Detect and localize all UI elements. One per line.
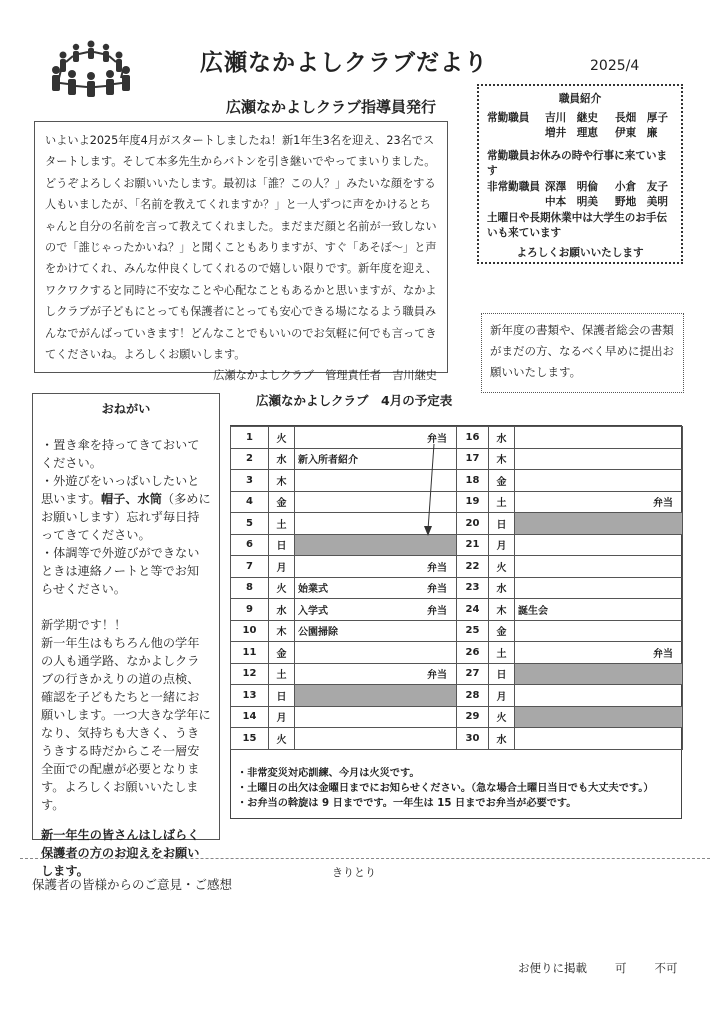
children-circle-logo — [48, 38, 134, 98]
staff-name: 伊東 廉 — [615, 127, 658, 139]
consent-label: お便りに掲載 — [518, 961, 587, 975]
lunch-marker: 弁当 — [427, 670, 447, 682]
weekday: 火 — [489, 706, 515, 728]
weekday: 月 — [489, 685, 515, 707]
event-text: 入学式 — [298, 605, 328, 617]
lunch-marker: 弁当 — [427, 605, 447, 617]
new-term-heading: 新学期です！！ — [41, 618, 127, 632]
day-number: 30 — [457, 728, 489, 750]
staff-heading: 職員紹介 — [558, 93, 602, 105]
weekday: 日 — [269, 685, 295, 707]
day-number: 21 — [457, 534, 489, 556]
staff-name: 小倉 友子 — [615, 180, 668, 193]
greeting-signature: 広瀬なかよしクラブ 管理責任者 吉川継史 — [213, 369, 437, 383]
day-number: 23 — [457, 577, 489, 599]
weekday: 火 — [269, 728, 295, 750]
schedule-note: ・非常変災対応訓練、今月は火災です。 — [237, 768, 420, 779]
lunch-marker: 弁当 — [653, 498, 673, 510]
weekday: 土 — [269, 663, 295, 685]
request-box — [32, 393, 220, 878]
publisher-subtitle: 広瀬なかよしクラブ指導員発行 — [226, 98, 437, 116]
event-text: 始業式 — [298, 584, 328, 596]
weekday: 水 — [489, 577, 515, 599]
day-number: 13 — [231, 685, 269, 707]
parttime-label: 非常勤職員 — [487, 180, 540, 193]
staff-name: 中本 明美 — [545, 196, 598, 208]
schedule-title: 広瀬なかよしクラブ 4月の予定表 — [256, 393, 453, 408]
day-number: 1 — [231, 427, 269, 449]
day-number: 25 — [457, 620, 489, 642]
cut-label: きりとり — [332, 866, 376, 879]
weekday: 金 — [269, 491, 295, 513]
day-number: 6 — [231, 534, 269, 556]
cut-line — [20, 858, 710, 859]
day-number: 18 — [457, 470, 489, 492]
day-number: 22 — [457, 556, 489, 578]
day-number: 8 — [231, 577, 269, 599]
lunch-marker: 弁当 — [427, 562, 447, 574]
weekday: 金 — [489, 470, 515, 492]
fulltime-label: 常勤職員 — [487, 111, 530, 124]
schedule-notes — [237, 766, 654, 811]
issue-date: 2025/4 — [590, 58, 640, 74]
staff-name: 吉川 継史 — [545, 111, 598, 124]
day-number: 28 — [457, 685, 489, 707]
weekday: 火 — [489, 556, 515, 578]
day-number: 26 — [457, 642, 489, 664]
weekday: 月 — [269, 706, 295, 728]
weekday: 金 — [489, 620, 515, 642]
weekday: 木 — [489, 448, 515, 470]
day-number: 29 — [457, 706, 489, 728]
day-number: 11 — [231, 642, 269, 664]
staff-introduction-box — [477, 84, 683, 264]
weekday: 日 — [489, 663, 515, 685]
weekday: 木 — [489, 599, 515, 621]
day-number: 5 — [231, 513, 269, 535]
weekday: 水 — [489, 427, 515, 449]
weekday: 月 — [489, 534, 515, 556]
weekday: 水 — [489, 728, 515, 750]
event-text: 新入所者紹介 — [298, 455, 358, 467]
weekday: 日 — [269, 534, 295, 556]
weekday: 金 — [269, 642, 295, 664]
event-text: 公園掃除 — [298, 627, 338, 639]
weekday: 土 — [489, 491, 515, 513]
weekday: 火 — [269, 577, 295, 599]
weekday: 土 — [489, 642, 515, 664]
event-text: 誕生会 — [518, 605, 548, 617]
request-heading: おねがい — [101, 402, 151, 416]
schedule-note: ・土曜日の出欠は金曜日までにお知らせください。（急な場合土曜日当日でも大丈夫です。） — [237, 783, 654, 794]
day-number: 4 — [231, 491, 269, 513]
day-number: 14 — [231, 706, 269, 728]
greeting-body: いよいよ2025年度4月がスタートしましたね！新1年生3名を迎え、23名でスタートします。そして本多先生からバトンを引き継いでやってまいりました。どうぞよろしくお願いいたします。最初は「誰？この人？」みたいな顔をする人もいましたが、「名前を教えてくれますか？」と一人ずつに声をかけるとちゃんと自分の名前を言って教えてくれました。まだまだ顔と名前が一致しないので「誰じゃったかいね？」と聞くこともありますが、すぐ「あそぼ～」と声をかけてくれ、みんな仲良くしてくれるので嬉しい限りです。新年度を迎え、ワクワクすると同時に不安なことや心配なこともあるかと思いますが、なかよしクラブが子どもにとっても保護者にとっても安心できる場になるよう職員みんなでがんばっていきます！どんなことでもいいのでお気軽に何でも言ってきてくださいね。よろしくお願いします。 — [45, 134, 438, 362]
arrow-icon — [231, 426, 683, 766]
staff-name: 増井 理恵 — [545, 127, 598, 139]
weekday: 土 — [269, 513, 295, 535]
pickup-request: 新一年生の皆さんはしばらく保護者の方のお迎えをお願いします。 — [41, 828, 200, 878]
day-number: 12 — [231, 663, 269, 685]
day-number: 16 — [457, 427, 489, 449]
day-number: 10 — [231, 620, 269, 642]
weekday: 木 — [269, 470, 295, 492]
consent-ng: 不可 — [654, 961, 678, 975]
staff-name: 野地 美明 — [615, 196, 668, 208]
weekday: 木 — [269, 620, 295, 642]
staff-name: 深澤 明倫 — [545, 180, 598, 193]
lunch-marker: 弁当 — [653, 648, 673, 660]
lunch-marker: 弁当 — [427, 584, 447, 596]
documents-notice: 新年度の書類や、保護者総会の書類がまだの方、なるべく早めに提出お願いいたします。 — [481, 313, 684, 393]
day-number: 17 — [457, 448, 489, 470]
weekday: 日 — [489, 513, 515, 535]
lunch-marker: 弁当 — [427, 433, 447, 445]
request-item: ・外遊びをいっぱいしたいと思います。帽子、水筒（多めにお願いします）忘れず毎日持ってきてください。 — [41, 474, 211, 542]
staff-name: 長畑 厚子 — [615, 111, 668, 124]
staff-thanks: よろしくお願いいたします — [516, 246, 644, 259]
greeting-box — [34, 121, 448, 383]
weekday: 火 — [269, 427, 295, 449]
consent-ok: 可 — [615, 961, 627, 975]
weekday: 水 — [269, 448, 295, 470]
opinion-label: 保護者の皆様からのご意見・ご感想 — [32, 877, 233, 892]
fulltime-note: 常勤職員お休みの時や行事に来ています — [487, 149, 668, 177]
day-number: 3 — [231, 470, 269, 492]
weekday: 水 — [269, 599, 295, 621]
request-item: ・置き傘を持ってきておいてください。 — [41, 438, 200, 470]
day-number: 2 — [231, 448, 269, 470]
hat-bottle-emphasis: 帽子、水筒 — [100, 492, 162, 506]
student-note: 土曜日や長期休業中は大学生のお手伝いも来ています — [487, 211, 668, 239]
newsletter-title: 広瀬なかよしクラブだより — [200, 50, 488, 76]
day-number: 20 — [457, 513, 489, 535]
weekday: 月 — [269, 556, 295, 578]
day-number: 9 — [231, 599, 269, 621]
day-number: 24 — [457, 599, 489, 621]
request-item: ・体調等で外遊びができないときは連絡ノートと等でお知らせください。 — [41, 546, 200, 596]
day-number: 7 — [231, 556, 269, 578]
schedule-note: ・お弁当の斡旋は 9 日までです。一年生は 15 日までお弁当が必要です。 — [237, 798, 577, 809]
publish-consent — [518, 960, 678, 976]
day-number: 15 — [231, 728, 269, 750]
day-number: 19 — [457, 491, 489, 513]
new-term-body: 新一年生はもちろん他の学年の人も通学路、なかよしクラブの行きかえりの道の点検、確認を子どもたちと一緒にお願いします。一つ大きな学年になり、気持ちも大きく、うきうきする時だからこそ一層安全面での配慮が必要となります。よろしくお願いいたします。 — [41, 636, 211, 812]
april-schedule — [230, 425, 682, 819]
day-number: 27 — [457, 663, 489, 685]
